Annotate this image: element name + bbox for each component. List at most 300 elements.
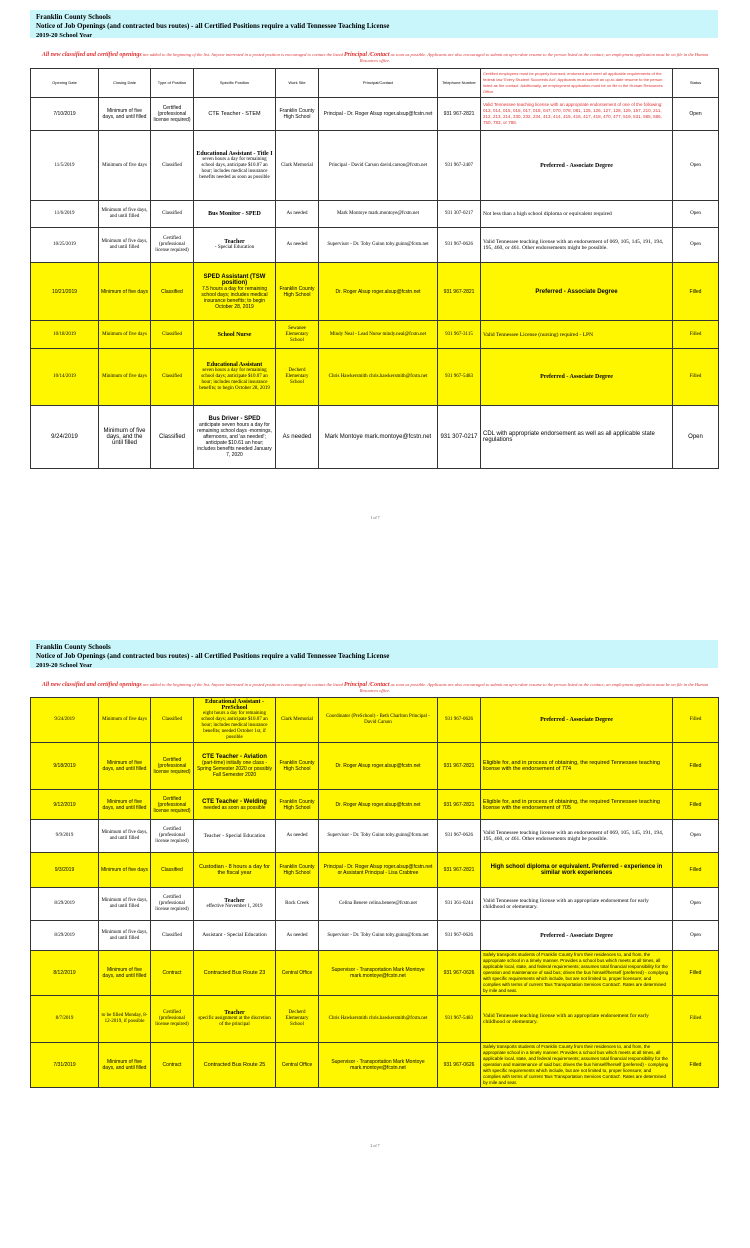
closing-date-cell: [99, 263, 151, 321]
position-type-cell: [151, 853, 194, 888]
opening-date: 11/6/2019: [54, 211, 75, 216]
contact: Dr. Roger Alsup roger.alsup@fcstn.net: [335, 801, 421, 808]
position-type-cell: [151, 321, 194, 349]
contact: Supervisor - Transportation Mark Montoye mark.montoye@fcstn.net: [331, 967, 425, 979]
requirements-cell: [481, 1043, 673, 1088]
requirements: Valid Tennessee teaching license with an endorsement of 069, 105, 145, 191, 194, 195, 460, or 461. Other endorsements might be possible.: [483, 239, 664, 251]
table-row[interactable]: [31, 263, 719, 321]
position-title: School Nurse: [217, 331, 252, 338]
requirements-cell: [481, 98, 673, 131]
position-type: Certified (professional license required): [155, 895, 189, 912]
requirements: High school diploma or equivalent. Preferred - experience in similar work experiences: [490, 864, 663, 876]
contact-cell: [319, 996, 438, 1043]
table-row[interactable]: [31, 698, 719, 743]
closing-date-cell: [99, 820, 151, 853]
table-header-row: [31, 69, 719, 98]
contact-cell: [319, 1043, 438, 1088]
contact-cell: [319, 951, 438, 996]
work-site: Decherd Elementary School: [285, 1010, 309, 1027]
closing-date-cell: [99, 98, 151, 131]
table-row[interactable]: [31, 921, 719, 951]
opening-date-cell: [31, 790, 99, 820]
position-type: Classified: [162, 374, 182, 379]
column-header-position-type: Type of Position: [151, 69, 194, 98]
position-title: Educational Assistant: [206, 362, 263, 368]
position-type: Certified (professional license required): [153, 105, 191, 123]
closing-date-cell: [99, 201, 151, 228]
position-details: Assistant - Special Education: [202, 932, 267, 938]
notice-title: Notice of Job Openings (and contracted bus routes) - all Certified Positions require a valid Tennessee Teaching License: [36, 652, 390, 660]
telephone: 931 967-0626: [445, 242, 473, 247]
status-cell: [673, 743, 719, 790]
position-type-cell: [151, 921, 194, 951]
closing-date: Minimum of five days: [102, 717, 147, 722]
telephone: 931 967-2821: [443, 111, 475, 117]
specific-position-cell: [194, 698, 276, 743]
closing-date-cell: [99, 921, 151, 951]
opening-date: 10/25/2019: [53, 242, 76, 247]
column-header-status: Status: [673, 69, 719, 98]
opening-date-cell: [31, 951, 99, 996]
column-header-telephone: Telephone Number: [438, 69, 481, 98]
position-details: specific assignment at the discretion of the principal: [198, 1016, 271, 1027]
specific-position-cell: [194, 743, 276, 790]
requirements-cell: [481, 131, 673, 201]
specific-position-cell: [194, 820, 276, 853]
closing-date: Minimum of five days, and until filled: [102, 798, 147, 811]
position-type-cell: [151, 820, 194, 853]
contact: Celina Benere celina.benere@fcstn.net: [339, 901, 417, 906]
opening-date: 9/12/2019: [53, 801, 76, 808]
position-details: Custodian - 8 hours a day for the fiscal year: [199, 864, 270, 876]
telephone-cell: [438, 698, 481, 743]
closing-date-cell: [99, 888, 151, 921]
contact-cell: [319, 853, 438, 888]
job-openings-table: [30, 68, 719, 469]
position-type: Classified: [162, 211, 182, 216]
opening-date: 9/9/2019: [55, 833, 74, 838]
table-row[interactable]: [31, 853, 719, 888]
closing-date: Minimum of five days, and until filled: [101, 208, 148, 219]
column-header-contact: Principal/Contact: [319, 69, 438, 98]
requirements-cell: [481, 698, 673, 743]
closing-date: Minimum of five days: [102, 331, 147, 337]
closing-date: to be filled Monday, 8-12-2019, if possible: [101, 1013, 148, 1024]
telephone-cell: [438, 951, 481, 996]
status: Filled: [689, 1062, 702, 1068]
table-row[interactable]: [31, 321, 719, 349]
position-type-cell: [151, 98, 194, 131]
work-site: Clark Memorial: [280, 717, 314, 722]
status-cell: [673, 853, 719, 888]
contact: Supervisor - Transportation Mark Montoye mark.montoye@fcstn.net: [331, 1059, 425, 1071]
closing-date: Minimum of five days, and until filled: [102, 760, 147, 772]
telephone-cell: [438, 820, 481, 853]
opening-date: 10/21/2019: [51, 288, 78, 295]
position-type-cell: [151, 201, 194, 228]
requirements-cell: [481, 853, 673, 888]
position-details: effective November 1, 2019: [206, 904, 263, 909]
position-type: Classified: [162, 162, 182, 168]
closing-date-cell: [99, 406, 151, 469]
position-title: Educational Assistant - PreSchool: [204, 699, 264, 711]
closing-date-cell: [99, 131, 151, 201]
contact: Dr. Roger Alsup roger.alsup@fcstn.net: [335, 763, 421, 769]
requirements: Not less than a high school diploma or equivalent required: [483, 211, 612, 217]
school-year: 2019-20 School Year: [36, 662, 93, 669]
status: Filled: [689, 970, 702, 976]
contact: Coordinator (PreSchool) - Beth Charlton Principal - David Carson: [326, 714, 430, 725]
contact-cell: [319, 698, 438, 743]
opening-date-cell: [31, 853, 99, 888]
position-title: Educational Assistant - Title I: [196, 150, 273, 157]
requirements: Preferred - Associate Degree: [535, 288, 618, 295]
contact-cell: [319, 820, 438, 853]
position-details: - Special Education: [214, 245, 255, 250]
contact-cell: [319, 790, 438, 820]
position-details: eight hours a day for remaining school days; anticipate $10.07 an hour; includes medical insurance benefits; needed October 1st, if possible: [201, 711, 268, 740]
org-name: Franklin County Schools: [36, 643, 111, 651]
position-type: Certified (professional license required): [155, 827, 189, 844]
closing-date: Minimum of five days: [102, 374, 147, 379]
telephone: 931 361-0244: [445, 901, 473, 906]
position-type-cell: [151, 349, 194, 406]
status-cell: [673, 1043, 719, 1088]
work-site-cell: [276, 131, 319, 201]
column-header-work-site: Work Site: [276, 69, 319, 98]
contact-cell: [319, 321, 438, 349]
opening-date-cell: [31, 921, 99, 951]
work-site-cell: [276, 698, 319, 743]
opening-date-cell: [31, 228, 99, 263]
status: Open: [689, 111, 702, 117]
column-header-specific-position: Specific Position: [194, 69, 276, 98]
position-details: anticipate seven hours a day for remaining school days -mornings, afternoons, and 'as needed'; anticipate $10.61 an hour; includes benefits needed January 7, 2020: [197, 422, 272, 458]
specific-position-cell: [194, 349, 276, 406]
status: Open: [690, 833, 701, 838]
requirements: Valid Tennessee teaching license with an appropriate endorsement of one of the following: 013, 014, 015, 016, 017, 018, 047, 070, 078, 081, 125, 126, 127, 128, 129, 157, 210, 211, 212, 213, 214, 230, 232, 234, 413, 414, 415, 416, 417, 418, 470, 477, 519, 531, 585, 586, 750, 783, or 788.: [483, 102, 663, 125]
school-year: 2019-20 School Year: [36, 32, 93, 39]
position-type-cell: [151, 888, 194, 921]
closing-date: Minimum of five days, and until filled: [101, 239, 148, 250]
table-row[interactable]: [31, 743, 719, 790]
opening-date: 9/3/2019: [54, 867, 75, 873]
table-row[interactable]: [31, 98, 719, 131]
table-row[interactable]: [31, 820, 719, 853]
work-site: As needed: [286, 242, 308, 247]
opening-date-cell: [31, 1043, 99, 1088]
opening-date: 11/5/2019: [54, 162, 75, 168]
status-cell: [673, 131, 719, 201]
requirements: Safely transports students of Franklin County from their residences to, and from, the appropriate school in a timely manner. Provides a school bus which meets at all times, all applicable local, state, and federal requirements; assumes total financial responsibility for the operation and maintenance of said bus; drives the bus himself/herself (preferred) - complying with specific requirements which include, but are not limited to, proper licensure; and complies with terms of current 'Bus Transportation Services Contract'. Rates are determined by mile and seat.: [483, 952, 669, 993]
telephone-cell: [438, 996, 481, 1043]
table-row[interactable]: [31, 790, 719, 820]
telephone-cell: [438, 131, 481, 201]
notice-bold: All new classified and certified openings: [41, 52, 142, 58]
position-details: CTE Teacher - STEM: [208, 111, 261, 117]
work-site-cell: [276, 228, 319, 263]
status-cell: [673, 921, 719, 951]
position-type: Certified (professional license required): [155, 236, 189, 253]
notice-title: Notice of Job Openings (and contracted bus routes) - all Certified Positions require a valid Tennessee Teaching License: [36, 22, 390, 30]
status-cell: [673, 406, 719, 469]
table-row[interactable]: [31, 406, 719, 469]
opening-date-cell: [31, 743, 99, 790]
telephone-cell: [438, 888, 481, 921]
opening-date: 9/18/2019: [53, 763, 76, 769]
work-site-cell: [276, 820, 319, 853]
work-site-cell: [276, 406, 319, 469]
work-site: As needed: [286, 833, 308, 838]
page-number: 1 of 7: [370, 515, 380, 520]
telephone-cell: [438, 349, 481, 406]
table-row[interactable]: [31, 131, 719, 201]
telephone: 931 967-5483: [445, 1016, 473, 1021]
requirements-cell: [481, 349, 673, 406]
opening-date-cell: [31, 698, 99, 743]
contact: Dr. Roger Alsup roger.alsup@fcstn.net: [335, 288, 421, 295]
status-cell: [673, 263, 719, 321]
opening-date-cell: [31, 321, 99, 349]
opening-date-cell: [31, 349, 99, 406]
column-header-closing-date: Closing Date: [99, 69, 151, 98]
closing-date: Minimum of five days, and until filled: [102, 967, 147, 979]
notice-text: [40, 52, 710, 64]
opening-date-cell: [31, 201, 99, 228]
contact: Supervisor - Dr. Toby Guinn toby.guinn@fcstn.net: [327, 932, 429, 938]
telephone: 931 967-2821: [443, 867, 475, 873]
status: Open: [688, 434, 703, 440]
requirements: Valid Tennessee teaching license with an appropriate endorsement for early childhood or elementary.: [483, 898, 649, 910]
closing-date: Minimum of five days, and until filled: [102, 1059, 147, 1071]
specific-position-cell: [194, 790, 276, 820]
table-row[interactable]: [31, 228, 719, 263]
opening-date: 8/12/2019: [53, 970, 76, 976]
work-site: As needed: [286, 211, 308, 216]
requirements-cell: [481, 790, 673, 820]
position-type: Classified: [158, 434, 185, 440]
status-cell: [673, 951, 719, 996]
requirements-cell: [481, 888, 673, 921]
closing-date-cell: [99, 853, 151, 888]
table-row[interactable]: [31, 996, 719, 1043]
notice-text: [40, 682, 710, 694]
specific-position-cell: [194, 996, 276, 1043]
notice-bold-contact: Principal /Contact: [343, 682, 390, 688]
work-site-cell: [276, 201, 319, 228]
opening-date-cell: [31, 820, 99, 853]
requirements-cell: [481, 263, 673, 321]
telephone: 931 967-0626: [445, 717, 473, 722]
contact-cell: [319, 349, 438, 406]
opening-date: 10/14/2019: [53, 374, 76, 379]
work-site-cell: [276, 1043, 319, 1088]
status: Filled: [689, 374, 702, 379]
position-title: SPED Assistant (TSW position): [203, 273, 266, 286]
closing-date: Minimum of five days, and until filled: [101, 830, 148, 841]
telephone: 931 967-2821: [443, 763, 475, 769]
notice-body-2: as soon as possible. Applicants are also encouraged to submit an up-to-date resume to the person listed as the contact; an employment application must be on file in the Human Resources office.: [359, 52, 709, 63]
closing-date: Minimum of five days, and until filled: [101, 898, 148, 909]
position-title: CTE Teacher - Welding: [202, 798, 267, 805]
specific-position-cell: [194, 1043, 276, 1088]
position-type: Contract: [162, 970, 182, 976]
contact: Chris Hawkersmith chris.hawkersmith@fcstn.net: [328, 374, 428, 379]
position-type-cell: [151, 790, 194, 820]
telephone: 931 967-0626: [443, 970, 475, 976]
work-site-cell: [276, 263, 319, 321]
position-type-cell: [151, 1043, 194, 1088]
specific-position-cell: [194, 201, 276, 228]
position-type-cell: [151, 406, 194, 469]
closing-date-cell: [99, 790, 151, 820]
status-cell: [673, 996, 719, 1043]
contact-cell: [319, 201, 438, 228]
table-row[interactable]: [31, 888, 719, 921]
telephone: 931 967-2407: [445, 162, 473, 168]
opening-date: 8/29/2019: [54, 901, 75, 906]
requirements: Valid Tennessee License (nursing) required - LPN: [483, 331, 594, 338]
position-type: Certified (professional license required): [153, 795, 191, 814]
requirements-cell: [481, 921, 673, 951]
position-type-cell: [151, 743, 194, 790]
org-name: Franklin County Schools: [36, 13, 111, 21]
position-details: Teacher - Special Education: [203, 832, 266, 839]
status-cell: [673, 321, 719, 349]
table-row[interactable]: [31, 1043, 719, 1088]
telephone-cell: [438, 1043, 481, 1088]
opening-date: 9/24/2019: [54, 717, 75, 722]
closing-date: Minimum of five days, and the until filled: [103, 428, 146, 446]
telephone-cell: [438, 921, 481, 951]
status-cell: [673, 98, 719, 131]
work-site-cell: [276, 996, 319, 1043]
status-cell: [673, 820, 719, 853]
position-type: Contract: [162, 1062, 182, 1068]
work-site: Franklin County High School: [279, 760, 315, 772]
table-row[interactable]: [31, 349, 719, 406]
notice-body-2: as soon as possible. Applicants are also encouraged to submit an up-to-date resume to the person listed as the contact; an employment application must be on file in the Human Resources office.: [359, 682, 709, 693]
closing-date-cell: [99, 743, 151, 790]
work-site: Franklin County High School: [279, 108, 315, 120]
telephone: 931 967-2821: [443, 288, 475, 295]
work-site-cell: [276, 790, 319, 820]
status: Filled: [689, 288, 702, 295]
position-details: seven hours a day for remaining school days; anticipate $10.07 an hour; includes medical insurance benefits; to begin October 28, 2019: [199, 368, 270, 391]
telephone-cell: [438, 790, 481, 820]
opening-date: 10/18/2019: [53, 331, 76, 337]
work-site: Clark Memorial: [280, 162, 314, 168]
work-site-cell: [276, 888, 319, 921]
job-openings-table: [30, 697, 719, 1088]
position-details: (part-time) initially one class - Spring Semester 2020 or possibly Fall Semester 2020: [196, 760, 273, 778]
closing-date: Minimum of five days, and until filled: [101, 929, 148, 941]
position-title: Teacher: [224, 239, 245, 245]
telephone-cell: [438, 743, 481, 790]
status-cell: [673, 790, 719, 820]
position-details: Contracted Bus Route 25: [203, 1062, 266, 1068]
contact-cell: [319, 98, 438, 131]
notice-body: are added to the beginning of the list. Anyone interested in a posted position is encouraged to contact the listed: [141, 52, 344, 57]
closing-date-cell: [99, 996, 151, 1043]
position-type: Classified: [161, 867, 183, 873]
table-row[interactable]: [31, 951, 719, 996]
telephone-cell: [438, 98, 481, 131]
contact-cell: [319, 263, 438, 321]
requirements-cell: [481, 406, 673, 469]
status-cell: [673, 228, 719, 263]
opening-date-cell: [31, 888, 99, 921]
telephone: 931 967-0626: [445, 833, 473, 838]
position-type: Classified: [162, 717, 182, 722]
telephone: 931 307-0217: [445, 211, 473, 216]
contact-cell: [319, 921, 438, 951]
specific-position-cell: [194, 263, 276, 321]
position-details: Contracted Bus Route 23: [203, 970, 266, 976]
requirements: Eligible for, and in process of obtaining, the required Tennessee teaching license with the endorsement of 705: [483, 798, 660, 811]
work-site: Franklin County High School: [279, 798, 315, 811]
work-site-cell: [276, 321, 319, 349]
work-site-cell: [276, 921, 319, 951]
opening-date-cell: [31, 131, 99, 201]
contact: Principal - Dr. Roger Alsup roger.alsup@fcstn.net: [323, 111, 433, 117]
requirements-cell: [481, 321, 673, 349]
contact: Principal - David Carson david.carson@fcstn.net: [328, 162, 428, 168]
notice-bold-contact: Principal /Contact: [343, 52, 390, 58]
position-type: Certified (professional license required): [153, 757, 191, 775]
contact: Mindy Neal - Lead Nurse mindy.neal@fcstn.net: [329, 331, 427, 337]
status: Open: [690, 211, 701, 216]
specific-position-cell: [194, 921, 276, 951]
telephone: 931 967-3115: [445, 331, 473, 337]
table-row[interactable]: [31, 201, 719, 228]
work-site-cell: [276, 951, 319, 996]
position-type-cell: [151, 698, 194, 743]
status: Open: [690, 901, 701, 906]
contact: Mark Montoye mark.montoye@fcstn.net: [324, 434, 432, 440]
contact: Mark Montoye mark.montoye@fcstn.net: [336, 211, 420, 216]
status: Filled: [689, 867, 702, 873]
telephone: 931 967-0626: [445, 932, 473, 938]
position-title: Bus Driver - SPED: [208, 416, 261, 422]
telephone-cell: [438, 263, 481, 321]
telephone-cell: [438, 406, 481, 469]
position-type: Classified: [161, 288, 183, 295]
position-title: Teacher: [224, 898, 245, 904]
telephone: 931 967-5483: [445, 374, 473, 379]
requirements: Preferred - Associate Degree: [540, 162, 613, 169]
contact-cell: [319, 743, 438, 790]
opening-date-cell: [31, 263, 99, 321]
specific-position-cell: [194, 888, 276, 921]
status: Open: [690, 242, 701, 247]
position-details: needed as soon as possible: [203, 804, 266, 811]
requirements-cell: [481, 820, 673, 853]
contact-cell: [319, 131, 438, 201]
position-type: Classified: [162, 331, 182, 337]
specific-position-cell: [194, 321, 276, 349]
requirements: Valid Tennessee teaching license with an appropriate endorsement for early childhood or elementary.: [483, 1013, 649, 1025]
telephone-cell: [438, 228, 481, 263]
opening-date-cell: [31, 98, 99, 131]
position-type-cell: [151, 131, 194, 201]
requirements-cell: [481, 743, 673, 790]
position-type-cell: [151, 951, 194, 996]
opening-date: 7/10/2019: [53, 111, 76, 117]
position-title: CTE Teacher - Aviation: [202, 754, 267, 760]
page-number: 2 of 7: [370, 1143, 380, 1148]
closing-date: Minimum of five days: [102, 162, 147, 168]
